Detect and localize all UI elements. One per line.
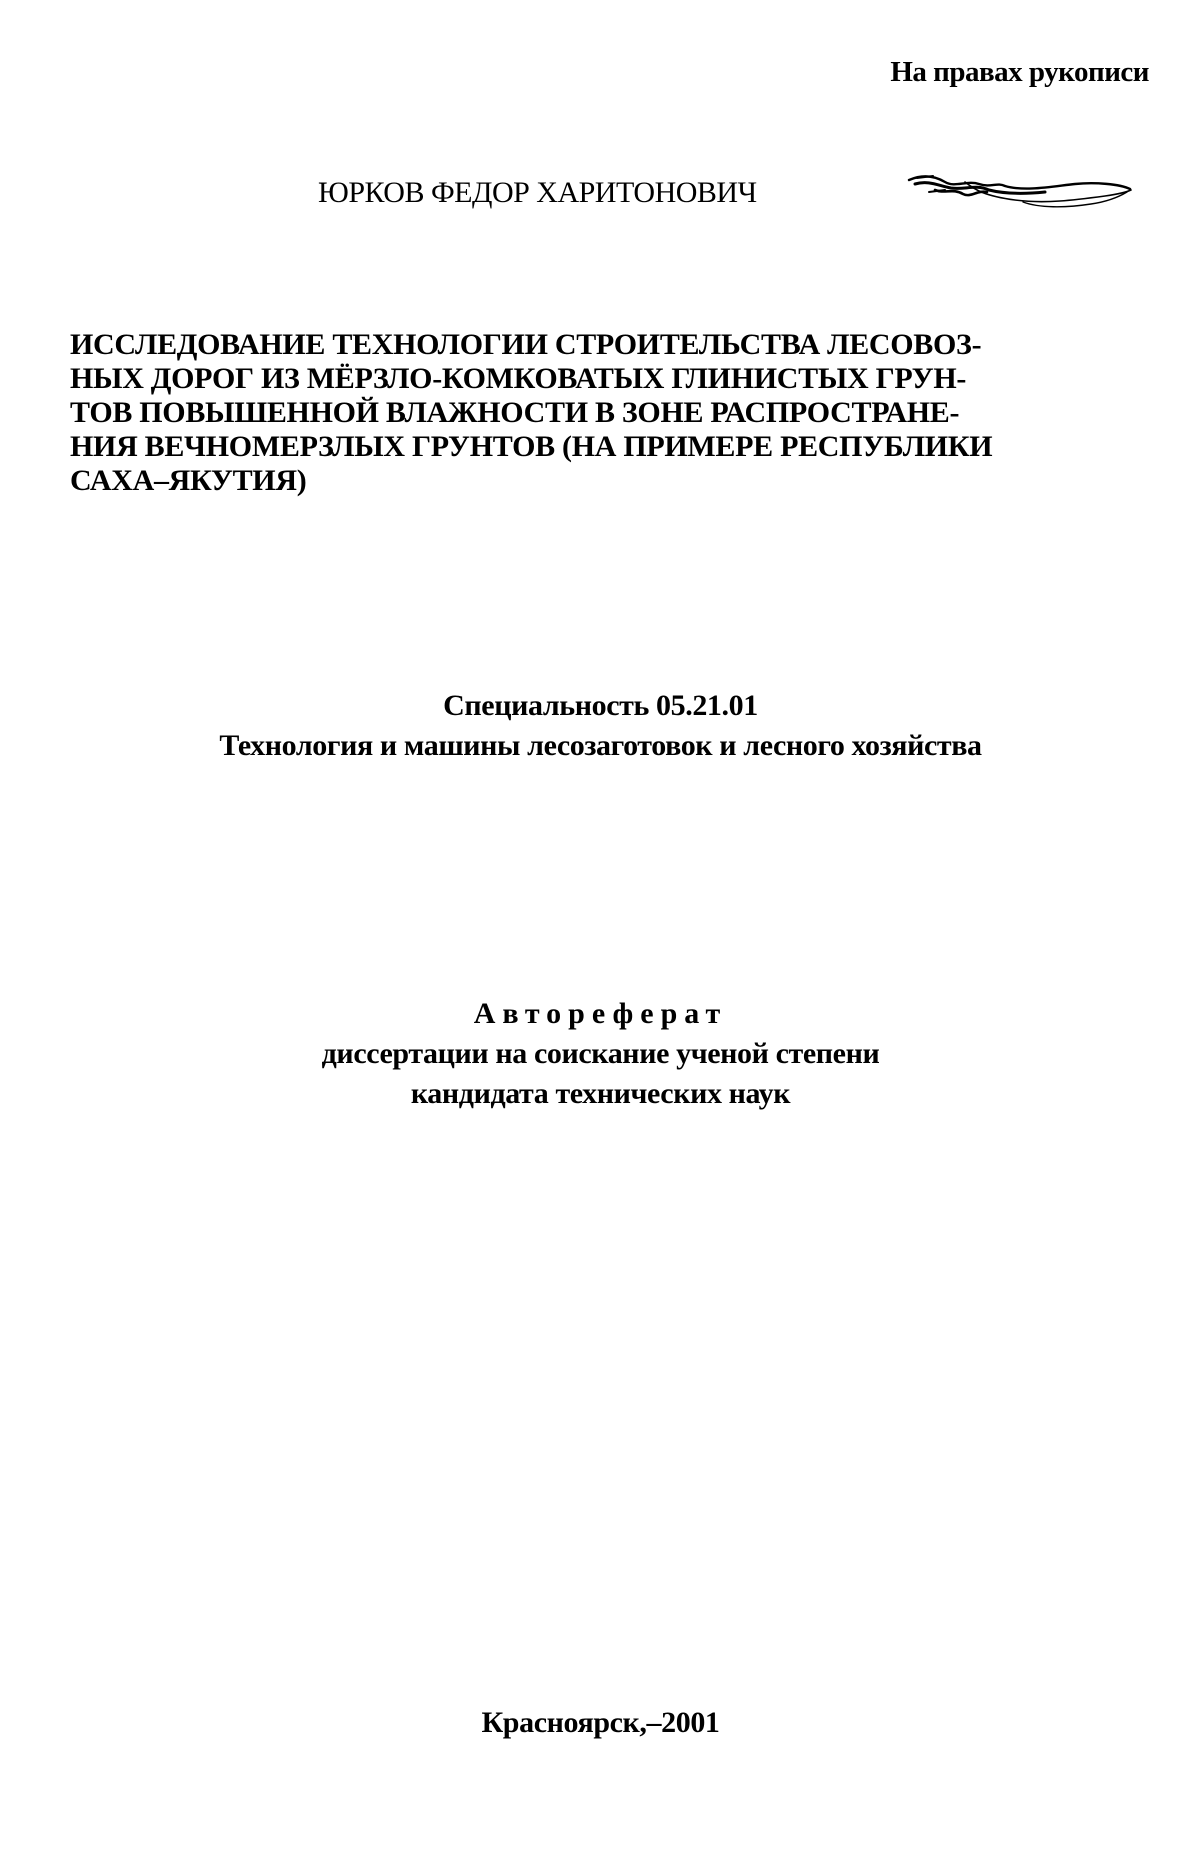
handwritten-signature [905,170,1135,225]
title-line: САХА–ЯКУТИЯ) [70,464,307,497]
dissertation-title [70,328,1130,498]
specialty-code: Специальность 05.21.01 [443,689,758,722]
abstract-degree-line: диссертации на соискание ученой степени [321,1037,880,1070]
abstract-field-line: кандидата технических наук [410,1077,791,1110]
title-line: ИССЛЕДОВАНИЕ ТЕХНОЛОГИИ СТРОИТЕЛЬСТВА ЛЕСОВОЗ- [70,328,982,361]
specialty-name: Технология и машины лесозаготовок и лесного хозяйства [219,729,982,762]
author-row [0,170,1201,240]
specialty-block [0,686,1201,766]
author-name: ЮРКОВ ФЕДОР ХАРИТОНОВИЧ [318,176,757,209]
title-line: ТОВ ПОВЫШЕННОЙ ВЛАЖНОСТИ В ЗОНЕ РАСПРОСТРАНЕ- [70,396,960,429]
abstract-kind: Автореферат [473,997,728,1030]
abstract-block [0,994,1201,1114]
place-and-year: Красноярск,–2001 [481,1706,720,1739]
title-line: НЫХ ДОРОГ ИЗ МЁРЗЛО-КОМКОВАТЫХ ГЛИНИСТЫХ ГРУН- [70,362,967,395]
rights-note: На правах рукописи [890,56,1149,88]
title-line: НИЯ ВЕЧНОМЕРЗЛЫХ ГРУНТОВ (НА ПРИМЕРЕ РЕСПУБЛИКИ [70,430,993,463]
